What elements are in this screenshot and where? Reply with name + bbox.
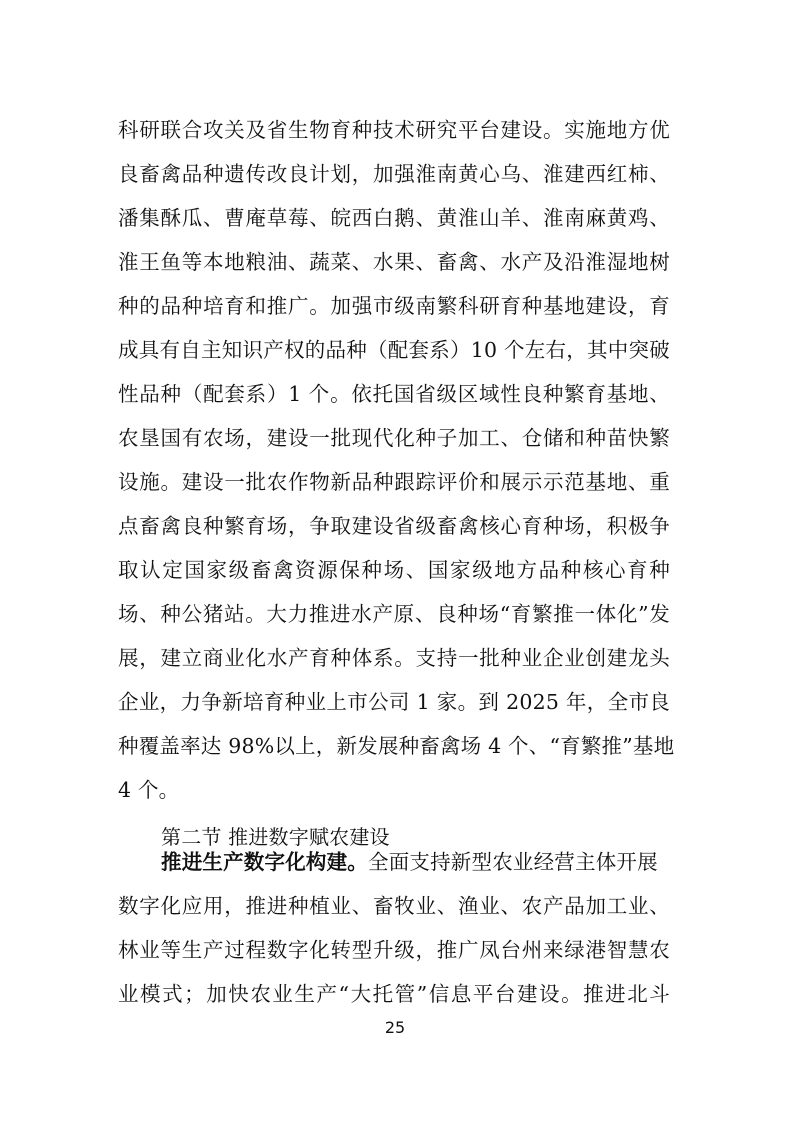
text-line-content: 场、种公猪站。大力推进水产原、良种场“育繁推一体化”发	[118, 602, 670, 626]
text-line	[0, 884, 790, 928]
text-line	[0, 284, 790, 328]
text-line	[0, 592, 790, 636]
text-line-content: 性品种（配套系）1 个。依托国省级区域性良种繁育基地、	[118, 382, 670, 406]
text-line	[0, 636, 790, 680]
text-line-content: 设施。建设一批农作物新品种跟踪评价和展示示范基地、重	[118, 470, 670, 494]
text-line	[0, 152, 790, 196]
text-line	[0, 108, 790, 152]
text-line	[0, 768, 790, 812]
section-heading-text: 第二节 推进数字赋农建设	[161, 825, 390, 849]
text-line	[0, 196, 790, 240]
text-line-content: 农垦国有农场，建设一批现代化种子加工、仓储和种苗快繁	[118, 426, 670, 450]
text-line-content: 4 个。	[118, 778, 180, 802]
text-line	[0, 460, 790, 504]
text-line	[0, 840, 790, 884]
text-line-content: 科研联合攻关及省生物育种技术研究平台建设。实施地方优	[118, 118, 670, 142]
text-line	[0, 328, 790, 372]
text-line-content: 业模式；加快农业生产“大托管”信息平台建设。推进北斗	[118, 982, 670, 1006]
text-line	[0, 928, 790, 972]
text-line-content: 潘集酥瓜、曹庵草莓、皖西白鹅、黄淮山羊、淮南麻黄鸡、	[118, 206, 670, 230]
text-line	[0, 548, 790, 592]
text-line-content: 种的品种培育和推广。加强市级南繁科研育种基地建设，育	[118, 294, 670, 318]
text-line	[0, 416, 790, 460]
paragraph-lead-bold: 推进生产数字化构建。	[161, 850, 368, 874]
text-line	[0, 680, 790, 724]
text-line	[0, 724, 790, 768]
text-line-content: 点畜禽良种繁育场，争取建设省级畜禽核心育种场，积极争	[118, 514, 670, 538]
paragraph-first-rest: 全面支持新型农业经营主体开展	[368, 850, 658, 874]
text-line-content: 淮王鱼等本地粮油、蔬菜、水果、畜禽、水产及沿淮湿地树	[118, 250, 670, 274]
text-line	[0, 372, 790, 416]
text-line	[0, 240, 790, 284]
text-line-content: 展，建立商业化水产育种体系。支持一批种业企业创建龙头	[118, 646, 670, 670]
text-line-content: 种覆盖率达 98%以上，新发展种畜禽场 4 个、“育繁推”基地	[118, 734, 675, 758]
text-line-content: 企业，力争新培育种业上市公司 1 家。到 2025 年，全市良	[118, 690, 670, 714]
text-line-content: 良畜禽品种遗传改良计划，加强淮南黄心乌、淮建西红柿、	[118, 162, 670, 186]
text-line-content: 林业等生产过程数字化转型升级，推广凤台州来绿港智慧农	[118, 938, 670, 962]
paragraph-first-line	[161, 840, 658, 884]
text-line-content: 取认定国家级畜禽资源保种场、国家级地方品种核心育种	[118, 558, 670, 582]
text-line	[0, 972, 790, 1016]
text-line-content: 成具有自主知识产权的品种（配套系）10 个左右，其中突破	[118, 338, 670, 362]
text-line-content: 数字化应用，推进种植业、畜牧业、渔业、农产品加工业、	[118, 894, 670, 918]
text-line	[0, 504, 790, 548]
page-number: 25	[384, 1018, 406, 1037]
